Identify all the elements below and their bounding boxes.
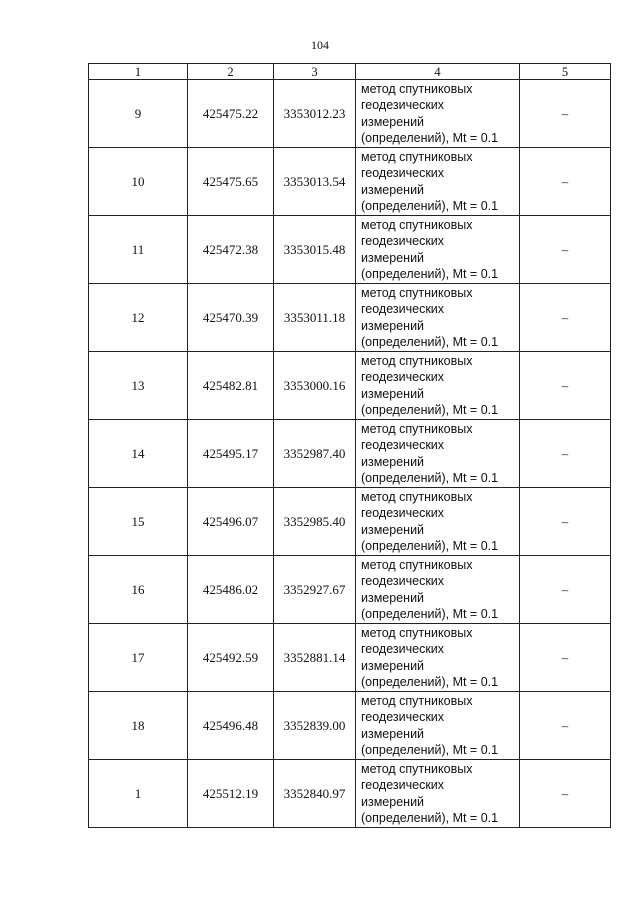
table-row [89,692,611,760]
y-coordinate-cell: 3353013.54 [274,148,356,216]
method-text-line: измерений [361,658,425,673]
method-cell [356,284,520,352]
method-text-line: метод спутниковых [361,421,473,436]
note-cell: – [520,148,611,216]
note-cell: – [520,760,611,828]
method-cell [356,420,520,488]
method-cell [356,148,520,216]
method-text-line: измерений [361,318,425,333]
method-text-line: (определений), Mt = 0.1 [361,675,499,689]
note-cell: – [520,284,611,352]
method-cell [356,352,520,420]
x-coordinate-cell: 425486.02 [188,556,274,624]
table-row [89,284,611,352]
method-text-line: измерений [361,182,425,197]
x-coordinate-cell: 425512.19 [188,760,274,828]
method-text-line: (определений), Mt = 0.1 [361,471,499,485]
method-text-line: метод спутниковых [361,285,473,300]
table-row [89,760,611,828]
method-text-line: (определений), Mt = 0.1 [361,267,499,281]
point-number-cell: 1 [89,760,188,828]
point-number-cell: 17 [89,624,188,692]
method-text-line: (определений), Mt = 0.1 [361,199,499,213]
method-text-line: (определений), Mt = 0.1 [361,403,499,417]
point-number-cell: 14 [89,420,188,488]
y-coordinate-cell: 3352985.40 [274,488,356,556]
table-row [89,488,611,556]
method-text-line: метод спутниковых [361,149,473,164]
x-coordinate-cell: 425495.17 [188,420,274,488]
method-cell [356,556,520,624]
y-coordinate-cell: 3352839.00 [274,692,356,760]
y-coordinate-cell: 3353000.16 [274,352,356,420]
note-cell: – [520,488,611,556]
method-text-line: геодезических [361,166,445,180]
method-text-line: метод спутниковых [361,761,473,776]
y-coordinate-cell: 3353015.48 [274,216,356,284]
table-row [89,216,611,284]
x-coordinate-cell: 425496.07 [188,488,274,556]
method-text-line: измерений [361,794,425,809]
note-cell: – [520,556,611,624]
table-body [89,64,611,828]
x-coordinate-cell: 425472.38 [188,216,274,284]
y-coordinate-cell: 3352987.40 [274,420,356,488]
method-text-line: метод спутниковых [361,625,473,640]
note-cell: – [520,692,611,760]
method-text-line: (определений), Mt = 0.1 [361,607,499,621]
note-cell: – [520,624,611,692]
table-row [89,148,611,216]
method-text-line: метод спутниковых [361,693,473,708]
page-number: 104 [311,38,329,52]
header-cell-2: 2 [188,64,274,80]
method-text-line: геодезических [361,506,445,520]
point-number-cell: 9 [89,80,188,148]
y-coordinate-cell: 3352840.97 [274,760,356,828]
point-number-cell: 11 [89,216,188,284]
point-number-cell: 13 [89,352,188,420]
method-text-line: геодезических [361,438,445,452]
table-row [89,352,611,420]
y-coordinate-cell: 3352881.14 [274,624,356,692]
method-cell [356,216,520,284]
table-row [89,556,611,624]
note-cell: – [520,80,611,148]
method-text-line: геодезических [361,302,445,316]
y-coordinate-cell: 3352927.67 [274,556,356,624]
method-cell [356,692,520,760]
x-coordinate-cell: 425475.65 [188,148,274,216]
method-text-line: геодезических [361,642,445,656]
method-text-line: (определений), Mt = 0.1 [361,335,499,349]
method-text-line: геодезических [361,710,445,724]
method-text-line: (определений), Mt = 0.1 [361,131,499,145]
method-text-line: измерений [361,726,425,741]
header-cell-4: 4 [356,64,520,80]
point-number-cell: 18 [89,692,188,760]
method-text-line: метод спутниковых [361,557,473,572]
method-text-line: измерений [361,590,425,605]
method-cell [356,80,520,148]
method-text-line: (определений), Mt = 0.1 [361,539,499,553]
x-coordinate-cell: 425482.81 [188,352,274,420]
method-text-line: метод спутниковых [361,217,473,232]
method-text-line: (определений), Mt = 0.1 [361,811,499,825]
point-number-cell: 12 [89,284,188,352]
method-text-line: измерений [361,114,425,129]
method-text-line: измерений [361,454,425,469]
note-cell: – [520,216,611,284]
table-row [89,420,611,488]
table-row [89,80,611,148]
method-text-line: геодезических [361,370,445,384]
note-cell: – [520,420,611,488]
method-text-line: геодезических [361,234,445,248]
header-cell-3: 3 [274,64,356,80]
method-cell [356,488,520,556]
x-coordinate-cell: 425470.39 [188,284,274,352]
x-coordinate-cell: 425492.59 [188,624,274,692]
method-cell [356,624,520,692]
method-text-line: измерений [361,522,425,537]
method-text-line: измерений [361,386,425,401]
y-coordinate-cell: 3353011.18 [274,284,356,352]
method-text-line: метод спутниковых [361,81,473,96]
table-header-row [89,64,611,80]
method-cell [356,760,520,828]
point-number-cell: 16 [89,556,188,624]
header-cell-5: 5 [520,64,611,80]
y-coordinate-cell: 3353012.23 [274,80,356,148]
x-coordinate-cell: 425496.48 [188,692,274,760]
coordinates-table [88,63,611,828]
note-cell: – [520,352,611,420]
point-number-cell: 15 [89,488,188,556]
method-text-line: метод спутниковых [361,353,473,368]
method-text-line: измерений [361,250,425,265]
method-text-line: метод спутниковых [361,489,473,504]
method-text-line: геодезических [361,98,445,112]
table-row [89,624,611,692]
point-number-cell: 10 [89,148,188,216]
x-coordinate-cell: 425475.22 [188,80,274,148]
header-cell-1: 1 [89,64,188,80]
method-text-line: (определений), Mt = 0.1 [361,743,499,757]
method-text-line: геодезических [361,574,445,588]
method-text-line: геодезических [361,778,445,792]
